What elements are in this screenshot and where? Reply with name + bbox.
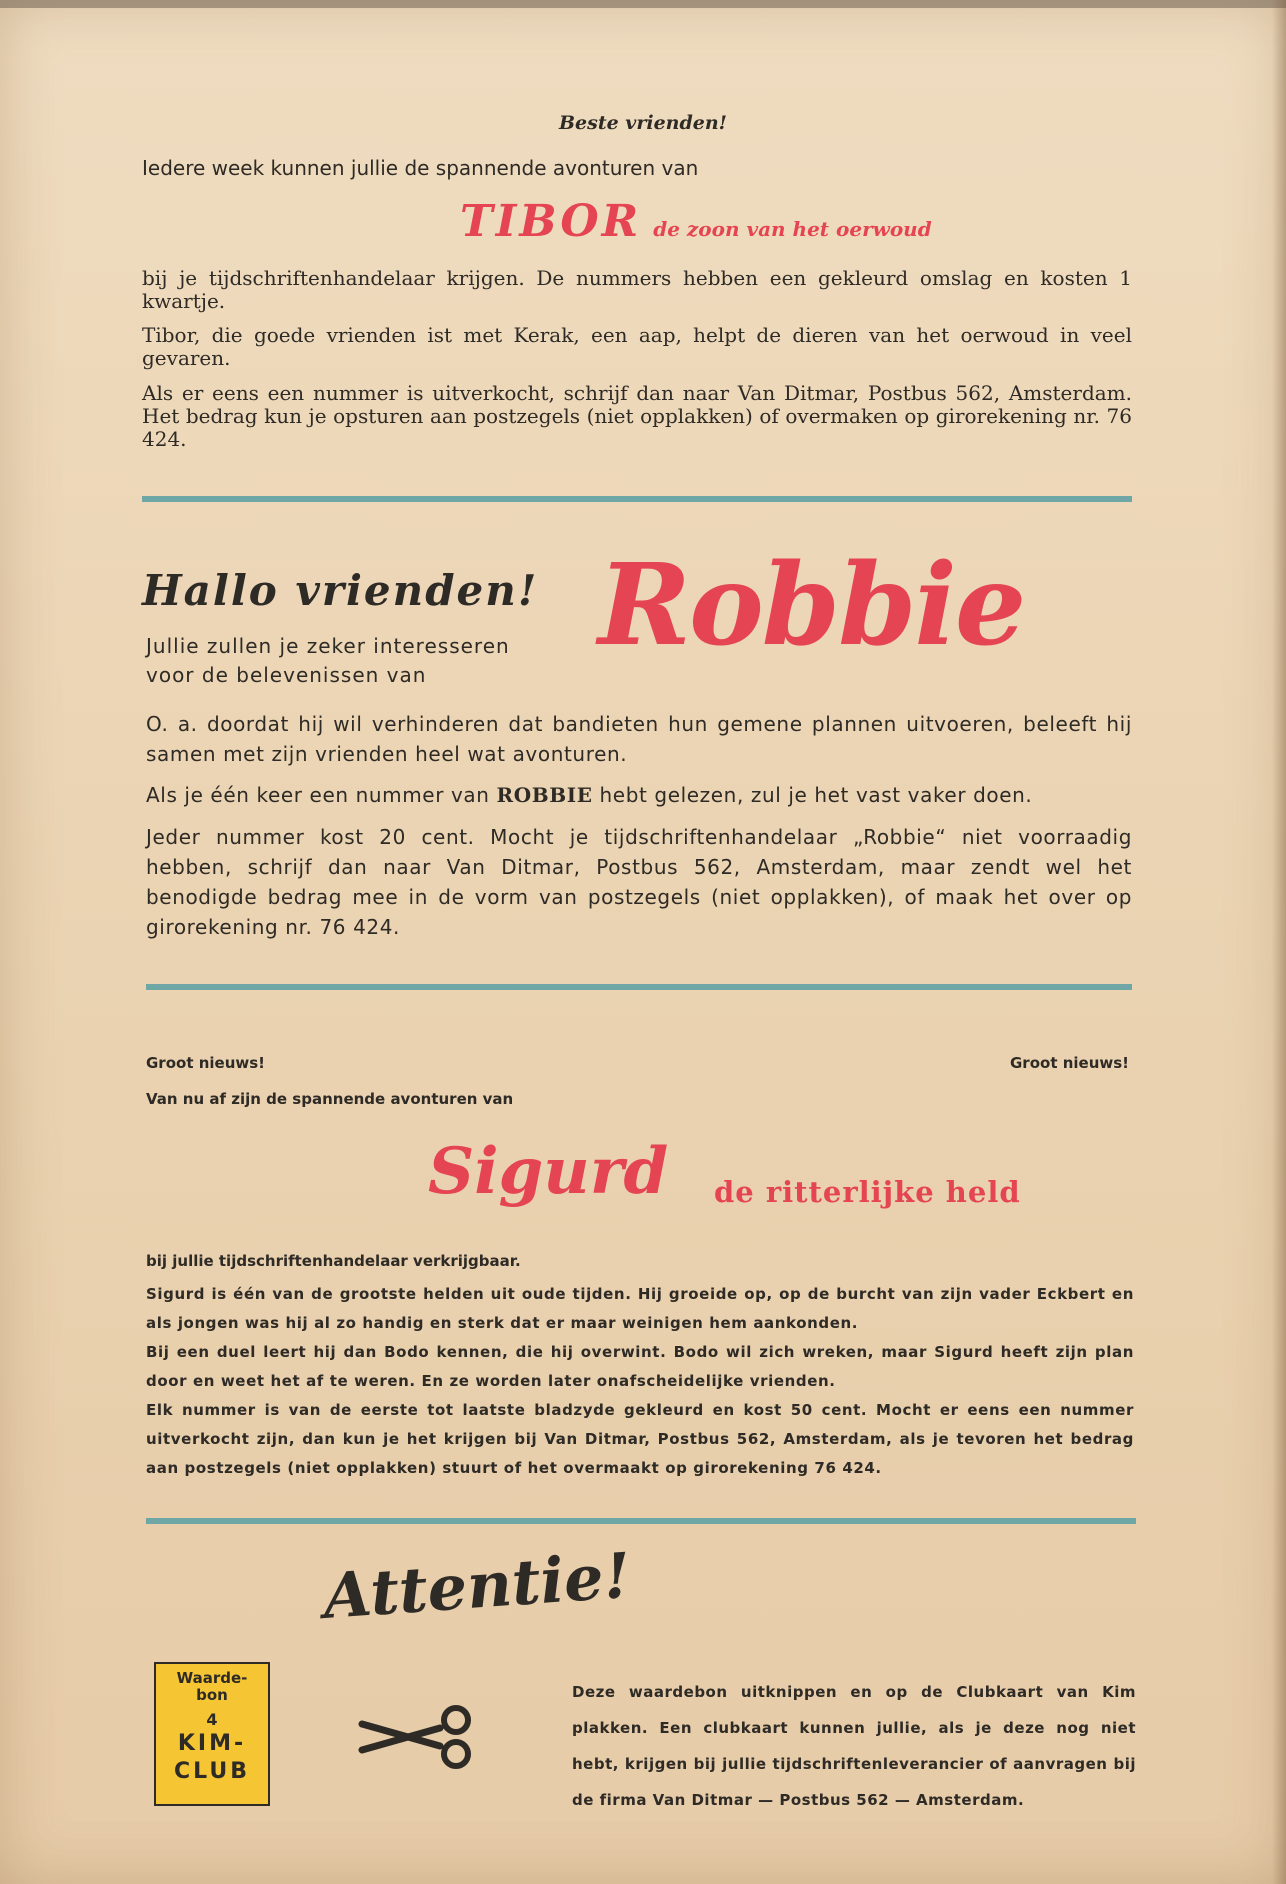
divider-1 bbox=[142, 496, 1132, 502]
kim-club-coupon[interactable] bbox=[154, 1662, 270, 1806]
tibor-paragraph-1: bij je tijdschriftenhandelaar krijgen. De nummers hebben een gekleurd omslag en kosten 1 kwartje. bbox=[142, 266, 1132, 313]
robbie-title: Robbie bbox=[598, 540, 1025, 671]
robbie-paragraph-2-start: Als je één keer een nummer van bbox=[146, 783, 497, 807]
scissors-icon bbox=[358, 1702, 478, 1772]
robbie-intro: Jullie zullen je zeker interesseren voor de belevenissen van bbox=[146, 634, 510, 687]
sigurd-availability: bij jullie tijdschriftenhandelaar verkrijgbaar. bbox=[146, 1252, 521, 1270]
tibor-title-sub: de zoon van het oerwoud bbox=[653, 217, 932, 241]
tibor-paragraph-2: Tibor, die goede vrienden ist met Kerak, een aap, helpt de dieren van het oerwoud in veel gevaren. bbox=[142, 323, 1132, 370]
tibor-greeting: Beste vrienden! bbox=[558, 112, 728, 134]
sigurd-paragraph-3: Elk nummer is van de eerste tot laatste bladzyde gekleurd en kost 50 cent. Mocht er eens een nummer uitverkocht zijn, dan kun je het krijgen bij Van Ditmar, Postbus 562, Amsterdam, als je tevoren het bedrag aan postzegels (niet opplakken) stuurt of het overmaakt op girorekening 76 424. bbox=[146, 1401, 1134, 1477]
tibor-title bbox=[460, 196, 932, 247]
sigurd-paragraph-2: Bij een duel leert hij dan Bodo kennen, die hij overwint. Bodo wil zich wreken, maar Sigurd heeft zijn plan door en weet het af te weren. En ze worden later onafscheidelijke vrienden. bbox=[146, 1343, 1134, 1390]
coupon-label-2: bon bbox=[196, 1686, 228, 1704]
divider-3 bbox=[146, 1518, 1136, 1524]
robbie-paragraph-2-end: hebt gelezen, zul je het vast vaker doen. bbox=[592, 783, 1033, 807]
sigurd-subtitle: de ritterlijke held bbox=[714, 1175, 1021, 1209]
sigurd-title: Sigurd bbox=[428, 1134, 669, 1209]
robbie-paragraph-2-bold: ROBBIE bbox=[496, 783, 593, 807]
sigurd-lead: Van nu af zijn de spannende avonturen van bbox=[146, 1090, 514, 1108]
robbie-heading: Hallo vrienden! bbox=[142, 566, 539, 615]
groot-nieuws-right: Groot nieuws! bbox=[1010, 1054, 1130, 1072]
tibor-lead: Iedere week kunnen jullie de spannende avonturen van bbox=[142, 156, 699, 180]
coupon-number: 4 bbox=[206, 1710, 218, 1729]
attentie-heading: Attentie! bbox=[320, 1538, 633, 1633]
robbie-paragraph-2 bbox=[146, 780, 1132, 810]
tibor-title-main: TIBOR bbox=[460, 196, 642, 247]
coupon-club-1: KIM- bbox=[177, 1731, 247, 1756]
coupon-club-2: CLUB bbox=[173, 1759, 250, 1784]
coupon-instructions: Deze waardebon uitknippen en op de Clubkaart van Kim plakken. Een clubkaart kunnen jullie, als je deze nog niet hebt, krijgen bij jullie tijdschriftenleverancier of aanvragen bij de firma Van Ditmar — Postbus 562 — Amsterdam. bbox=[572, 1683, 1136, 1809]
sigurd-paragraph-1: Sigurd is één van de grootste helden uit oude tijden. Hij groeide op, op de burcht van zijn vader Eckbert en als jongen was hij al zo handig en sterk dat er maar weinigen hem aankonden. bbox=[146, 1285, 1134, 1332]
groot-nieuws-left: Groot nieuws! bbox=[146, 1054, 266, 1072]
robbie-paragraph-3: Jeder nummer kost 20 cent. Mocht je tijdschriftenhandelaar „Robbie“ niet voorraadig hebben, schrijf dan naar Van Ditmar, Postbus 562, Amsterdam, maar zendt wel het benodigde bedrag mee in de vorm van postzegels (niet opplakken), of maak het over op girorekening nr. 76 424. bbox=[146, 825, 1132, 939]
divider-2 bbox=[146, 984, 1132, 990]
tibor-paragraph-3: Als er eens een nummer is uitverkocht, schrijf dan naar Van Ditmar, Postbus 562, Amsterdam. Het bedrag kun je opsturen aan postzegels (niet opplakken) of overmaken op girorekening nr. 76 424. bbox=[142, 381, 1132, 451]
coupon-label-1: Waarde- bbox=[176, 1669, 248, 1687]
robbie-paragraph-1: O. a. doordat hij wil verhinderen dat bandieten hun gemene plannen uitvoeren, beleeft hij samen met zijn vrienden heel wat avonturen. bbox=[146, 712, 1132, 766]
